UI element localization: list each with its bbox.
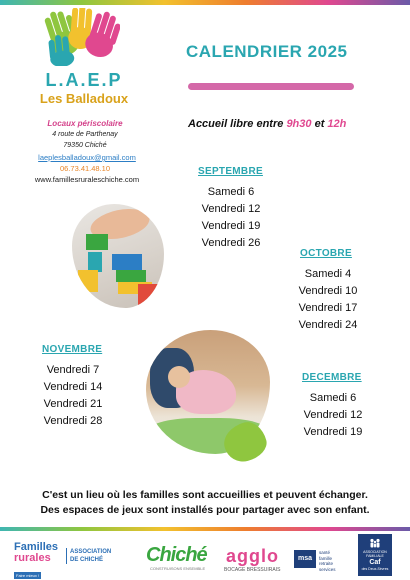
month-dates-september: [196, 184, 266, 252]
familles-rurales-logo: [14, 542, 64, 580]
logo-title: L.A.E.P: [45, 70, 123, 90]
footer-line-2: Des espaces de jeux sont installés pour partager avec son enfant.: [40, 504, 370, 516]
block-blue: [112, 254, 142, 270]
agglo-logo: agglo: [226, 546, 279, 566]
caf-title: [358, 550, 392, 558]
date-item: Vendredi 7: [46, 364, 100, 376]
hands-logo-icon: [40, 8, 120, 66]
date-item: Vendredi 19: [303, 426, 363, 438]
msa-line-3: retraite: [319, 561, 334, 566]
msa-description: [319, 550, 359, 572]
month-heading-october: OCTOBRE: [300, 248, 352, 259]
date-item: Vendredi 17: [298, 302, 358, 314]
footer-description: [0, 488, 410, 518]
caf-subtitle: des Deux-Sèvres: [361, 567, 389, 571]
date-item: Samedi 6: [309, 392, 357, 404]
rurales-text: rurales: [14, 552, 51, 564]
accueil-mid: et: [311, 118, 328, 130]
caf-family-icon: [369, 538, 381, 548]
rainbow-stripe-bottom: [0, 527, 410, 531]
date-item: Vendredi 12: [303, 409, 363, 421]
block-green-2: [116, 270, 146, 282]
block-green: [86, 234, 108, 250]
address-line-1: 4 route de Parthenay: [52, 131, 118, 138]
email-link[interactable]: laeplesballadoux@gmail.com: [38, 153, 136, 162]
accueil-time-start: 9h30: [286, 118, 312, 130]
date-item: Samedi 6: [207, 186, 255, 198]
chiche-logo: Chiché: [146, 544, 207, 566]
date-item: Samedi 4: [304, 268, 352, 280]
msa-line-2: famille: [319, 555, 333, 561]
block-yellow-2: [78, 270, 98, 292]
familles-text: Familles: [14, 541, 59, 553]
msa-logo: msa: [294, 550, 316, 568]
agglo-subtitle: BOCAGE BRESSUIRAIS: [224, 567, 281, 573]
month-heading-september: SEPTEMBRE: [198, 166, 263, 177]
website-link[interactable]: www.famillesruraleschiche.com: [34, 175, 140, 184]
association-chiche-label: [66, 548, 114, 564]
accueil-hours: [188, 118, 346, 130]
phone-number: 06.73.41.48.10: [59, 164, 111, 173]
chiche-tagline: CONSTRUISONS ENSEMBLE: [150, 566, 206, 571]
caf-title-line-2: FAMILIALE: [366, 554, 384, 558]
month-dates-november: [38, 362, 108, 430]
msa-line-4: services: [319, 566, 336, 572]
partner-logos: [0, 534, 410, 578]
month-dates-december: [298, 390, 368, 441]
logo-subtitle: Les Balladoux: [39, 91, 129, 106]
address-line-2: 79350 Chiché: [63, 142, 107, 149]
caf-logo: [358, 534, 392, 576]
child-head: [168, 366, 190, 388]
caf-title-line-1: ASSOCIATION: [363, 550, 387, 554]
locaux-label: Locaux périscolaire: [47, 119, 123, 128]
date-item: Vendredi 19: [201, 220, 261, 232]
date-item: Vendredi 26: [201, 237, 261, 249]
footer-line-1: C'est un lieu où les familles sont accueillies et peuvent échanger.: [42, 489, 368, 501]
association-line-2: DE CHICHÉ: [70, 557, 104, 563]
date-item: Vendredi 10: [298, 285, 358, 297]
title-underline-bar: [188, 83, 354, 90]
rainbow-stripe-top: [0, 0, 410, 5]
association-line-1: ASSOCIATION: [70, 549, 112, 555]
caf-name: Caf: [369, 559, 381, 566]
msa-line-1: santé: [319, 550, 331, 555]
block-teal: [88, 252, 102, 272]
date-item: Vendredi 21: [43, 398, 103, 410]
photo-toy-blocks: [72, 204, 164, 308]
accueil-time-end: 12h: [327, 118, 347, 130]
accueil-prefix: Accueil libre entre: [188, 118, 287, 130]
date-item: Vendredi 28: [43, 415, 103, 427]
block-red: [138, 284, 164, 306]
date-item: Vendredi 24: [298, 319, 358, 331]
month-heading-november: NOVEMBRE: [42, 344, 103, 355]
month-dates-october: [293, 266, 363, 334]
date-item: Vendredi 14: [43, 381, 103, 393]
date-item: Vendredi 12: [201, 203, 261, 215]
month-heading-december: DECEMBRE: [302, 372, 362, 383]
familles-tagline: Faire mieux !: [16, 573, 40, 578]
page-title: CALENDRIER 2025: [186, 42, 348, 61]
